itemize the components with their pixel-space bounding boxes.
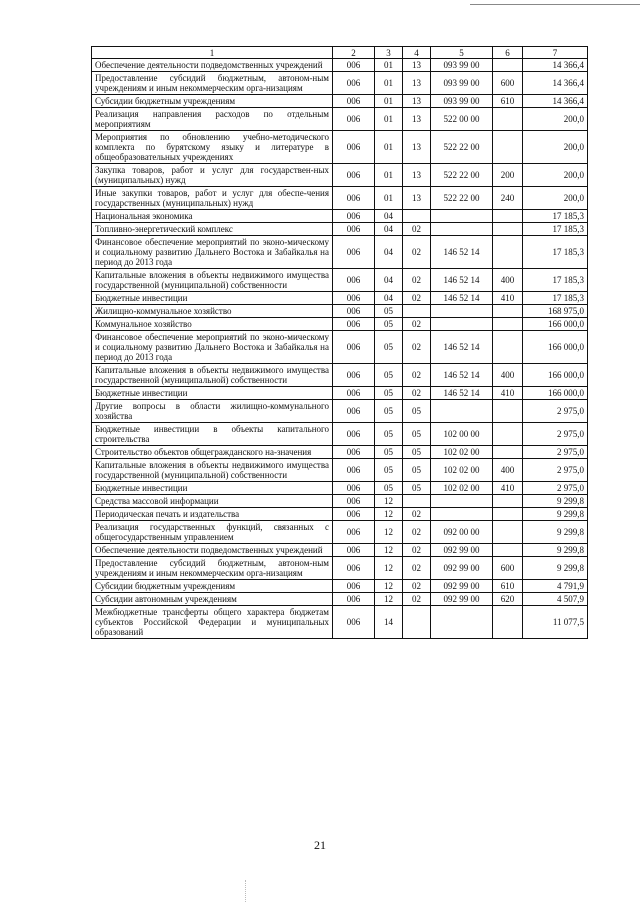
row-grbs-cell: 006 bbox=[333, 95, 375, 108]
row-amount-cell: 166 000,0 bbox=[523, 387, 588, 400]
row-expense-type-cell: 410 bbox=[493, 387, 523, 400]
row-amount-cell: 4 507,9 bbox=[523, 593, 588, 606]
row-expense-type-cell bbox=[493, 223, 523, 236]
row-target-article-cell bbox=[431, 318, 493, 331]
row-section-cell: 05 bbox=[375, 318, 403, 331]
row-target-article-cell: 146 52 14 bbox=[431, 236, 493, 269]
row-name-cell: Бюджетные инвестиции bbox=[92, 482, 333, 495]
row-amount-cell: 2 975,0 bbox=[523, 459, 588, 482]
row-name-cell: Иные закупки товаров, работ и услуг для обеспе-чения государственных (муниципальных) нужд bbox=[92, 187, 333, 210]
row-expense-type-cell bbox=[493, 236, 523, 269]
row-subsection-cell bbox=[403, 210, 431, 223]
row-grbs-cell: 006 bbox=[333, 557, 375, 580]
row-expense-type-cell: 610 bbox=[493, 580, 523, 593]
row-expense-type-cell bbox=[493, 108, 523, 131]
row-name-cell: Национальная экономика bbox=[92, 210, 333, 223]
row-expense-type-cell: 240 bbox=[493, 187, 523, 210]
row-section-cell: 05 bbox=[375, 387, 403, 400]
row-name-cell: Межбюджетные трансферты общего характера бюджетам субъектов Российской Федерации и муниципальных образований bbox=[92, 606, 333, 639]
row-section-cell: 04 bbox=[375, 223, 403, 236]
budget-table bbox=[91, 46, 588, 639]
row-amount-cell: 9 299,8 bbox=[523, 495, 588, 508]
row-amount-cell: 4 791,9 bbox=[523, 580, 588, 593]
row-target-article-cell: 093 99 00 bbox=[431, 72, 493, 95]
row-expense-type-cell bbox=[493, 508, 523, 521]
table-row bbox=[92, 423, 588, 446]
row-name-cell: Бюджетные инвестиции в объекты капитального строительства bbox=[92, 423, 333, 446]
row-section-cell: 12 bbox=[375, 580, 403, 593]
table-row bbox=[92, 521, 588, 544]
row-name-cell: Субсидии бюджетным учреждениям bbox=[92, 580, 333, 593]
row-section-cell: 05 bbox=[375, 305, 403, 318]
row-grbs-cell: 006 bbox=[333, 187, 375, 210]
row-section-cell: 14 bbox=[375, 606, 403, 639]
row-amount-cell: 2 975,0 bbox=[523, 482, 588, 495]
header-col-7: 7 bbox=[523, 47, 588, 59]
row-target-article-cell bbox=[431, 305, 493, 318]
row-amount-cell: 14 366,4 bbox=[523, 95, 588, 108]
header-col-2: 2 bbox=[333, 47, 375, 59]
row-grbs-cell: 006 bbox=[333, 108, 375, 131]
table-row bbox=[92, 131, 588, 164]
row-subsection-cell: 02 bbox=[403, 236, 431, 269]
table-row bbox=[92, 459, 588, 482]
row-target-article-cell: 092 99 00 bbox=[431, 580, 493, 593]
row-amount-cell: 2 975,0 bbox=[523, 423, 588, 446]
row-name-cell: Бюджетные инвестиции bbox=[92, 387, 333, 400]
row-name-cell: Предоставление субсидий бюджетным, автоном-ным учреждениям и иным некоммерческим орга-низациям bbox=[92, 72, 333, 95]
row-section-cell: 01 bbox=[375, 108, 403, 131]
row-section-cell: 04 bbox=[375, 292, 403, 305]
row-amount-cell: 9 299,8 bbox=[523, 557, 588, 580]
page-top-rule bbox=[470, 4, 640, 5]
row-expense-type-cell bbox=[493, 131, 523, 164]
row-subsection-cell: 05 bbox=[403, 482, 431, 495]
row-expense-type-cell: 200 bbox=[493, 164, 523, 187]
row-grbs-cell: 006 bbox=[333, 210, 375, 223]
row-target-article-cell bbox=[431, 223, 493, 236]
row-expense-type-cell bbox=[493, 318, 523, 331]
table-row bbox=[92, 72, 588, 95]
row-subsection-cell: 13 bbox=[403, 131, 431, 164]
row-grbs-cell: 006 bbox=[333, 59, 375, 72]
row-section-cell: 12 bbox=[375, 544, 403, 557]
row-subsection-cell: 02 bbox=[403, 331, 431, 364]
row-target-article-cell: 522 00 00 bbox=[431, 108, 493, 131]
row-name-cell: Обеспечение деятельности подведомственных учреждений bbox=[92, 59, 333, 72]
row-name-cell: Другие вопросы в области жилищно-коммунального хозяйства bbox=[92, 400, 333, 423]
row-subsection-cell: 13 bbox=[403, 108, 431, 131]
row-grbs-cell: 006 bbox=[333, 269, 375, 292]
row-target-article-cell: 092 00 00 bbox=[431, 521, 493, 544]
row-grbs-cell: 006 bbox=[333, 364, 375, 387]
header-col-3: 3 bbox=[375, 47, 403, 59]
row-amount-cell: 17 185,3 bbox=[523, 269, 588, 292]
row-expense-type-cell: 400 bbox=[493, 364, 523, 387]
row-name-cell: Реализация направления расходов по отдельным мероприятиям bbox=[92, 108, 333, 131]
row-target-article-cell bbox=[431, 495, 493, 508]
table-row bbox=[92, 331, 588, 364]
row-target-article-cell: 522 22 00 bbox=[431, 164, 493, 187]
row-subsection-cell: 02 bbox=[403, 269, 431, 292]
row-section-cell: 05 bbox=[375, 482, 403, 495]
row-target-article-cell: 146 52 14 bbox=[431, 387, 493, 400]
row-grbs-cell: 006 bbox=[333, 131, 375, 164]
row-amount-cell: 11 077,5 bbox=[523, 606, 588, 639]
row-grbs-cell: 006 bbox=[333, 331, 375, 364]
table-row bbox=[92, 187, 588, 210]
table-row bbox=[92, 606, 588, 639]
row-section-cell: 01 bbox=[375, 164, 403, 187]
row-expense-type-cell: 600 bbox=[493, 72, 523, 95]
row-subsection-cell bbox=[403, 606, 431, 639]
row-amount-cell: 17 185,3 bbox=[523, 236, 588, 269]
row-grbs-cell: 006 bbox=[333, 521, 375, 544]
row-subsection-cell: 05 bbox=[403, 446, 431, 459]
row-name-cell: Периодическая печать и издательства bbox=[92, 508, 333, 521]
row-target-article-cell bbox=[431, 508, 493, 521]
header-col-4: 4 bbox=[403, 47, 431, 59]
row-section-cell: 12 bbox=[375, 557, 403, 580]
table-row bbox=[92, 236, 588, 269]
table-row bbox=[92, 508, 588, 521]
row-grbs-cell: 006 bbox=[333, 459, 375, 482]
row-subsection-cell: 02 bbox=[403, 223, 431, 236]
row-grbs-cell: 006 bbox=[333, 292, 375, 305]
row-grbs-cell: 006 bbox=[333, 236, 375, 269]
row-amount-cell: 17 185,3 bbox=[523, 210, 588, 223]
table-row bbox=[92, 210, 588, 223]
row-amount-cell: 200,0 bbox=[523, 164, 588, 187]
row-target-article-cell: 092 99 00 bbox=[431, 593, 493, 606]
row-section-cell: 05 bbox=[375, 446, 403, 459]
table-row bbox=[92, 580, 588, 593]
row-expense-type-cell bbox=[493, 331, 523, 364]
row-expense-type-cell bbox=[493, 400, 523, 423]
row-subsection-cell: 13 bbox=[403, 187, 431, 210]
table-row bbox=[92, 387, 588, 400]
row-subsection-cell: 02 bbox=[403, 521, 431, 544]
row-subsection-cell: 02 bbox=[403, 557, 431, 580]
row-grbs-cell: 006 bbox=[333, 580, 375, 593]
table-row bbox=[92, 223, 588, 236]
row-amount-cell: 168 975,0 bbox=[523, 305, 588, 318]
row-target-article-cell: 102 02 00 bbox=[431, 482, 493, 495]
row-grbs-cell: 006 bbox=[333, 482, 375, 495]
row-grbs-cell: 006 bbox=[333, 223, 375, 236]
row-section-cell: 01 bbox=[375, 187, 403, 210]
row-name-cell: Капитальные вложения в объекты недвижимого имущества государственной (муниципальной) собственности bbox=[92, 364, 333, 387]
table-row bbox=[92, 318, 588, 331]
row-section-cell: 04 bbox=[375, 269, 403, 292]
row-amount-cell: 2 975,0 bbox=[523, 400, 588, 423]
row-expense-type-cell bbox=[493, 606, 523, 639]
row-name-cell: Капитальные вложения в объекты недвижимого имущества государственной (муниципальной) собственности bbox=[92, 459, 333, 482]
row-subsection-cell: 02 bbox=[403, 593, 431, 606]
row-target-article-cell: 522 22 00 bbox=[431, 131, 493, 164]
row-amount-cell: 9 299,8 bbox=[523, 544, 588, 557]
row-target-article-cell: 102 02 00 bbox=[431, 459, 493, 482]
row-section-cell: 12 bbox=[375, 593, 403, 606]
row-target-article-cell bbox=[431, 400, 493, 423]
scan-artifact bbox=[245, 880, 246, 902]
row-expense-type-cell: 400 bbox=[493, 269, 523, 292]
row-subsection-cell bbox=[403, 305, 431, 318]
row-subsection-cell: 05 bbox=[403, 400, 431, 423]
row-amount-cell: 14 366,4 bbox=[523, 72, 588, 95]
row-target-article-cell: 146 52 14 bbox=[431, 269, 493, 292]
row-grbs-cell: 006 bbox=[333, 606, 375, 639]
row-grbs-cell: 006 bbox=[333, 593, 375, 606]
row-amount-cell: 166 000,0 bbox=[523, 318, 588, 331]
row-subsection-cell: 02 bbox=[403, 387, 431, 400]
row-subsection-cell: 05 bbox=[403, 423, 431, 446]
row-section-cell: 05 bbox=[375, 423, 403, 446]
row-grbs-cell: 006 bbox=[333, 495, 375, 508]
row-name-cell: Бюджетные инвестиции bbox=[92, 292, 333, 305]
row-name-cell: Закупка товаров, работ и услуг для государствен-ных (муниципальных) нужд bbox=[92, 164, 333, 187]
row-target-article-cell: 146 52 14 bbox=[431, 331, 493, 364]
row-grbs-cell: 006 bbox=[333, 164, 375, 187]
row-name-cell: Жилищно-коммунальное хозяйство bbox=[92, 305, 333, 318]
row-expense-type-cell bbox=[493, 305, 523, 318]
row-name-cell: Субсидии автономным учреждениям bbox=[92, 593, 333, 606]
row-subsection-cell: 02 bbox=[403, 364, 431, 387]
row-name-cell: Реализация государственных функций, связанных с общегосударственным управлением bbox=[92, 521, 333, 544]
row-name-cell: Обеспечение деятельности подведомственных учреждений bbox=[92, 544, 333, 557]
row-expense-type-cell bbox=[493, 59, 523, 72]
row-amount-cell: 17 185,3 bbox=[523, 292, 588, 305]
table-row bbox=[92, 482, 588, 495]
row-name-cell: Топливно-энергетический комплекс bbox=[92, 223, 333, 236]
table-row bbox=[92, 364, 588, 387]
table-header-row bbox=[92, 47, 588, 59]
table-row bbox=[92, 305, 588, 318]
row-target-article-cell: 093 99 00 bbox=[431, 95, 493, 108]
row-subsection-cell: 05 bbox=[403, 459, 431, 482]
row-section-cell: 12 bbox=[375, 495, 403, 508]
row-expense-type-cell: 410 bbox=[493, 482, 523, 495]
row-expense-type-cell bbox=[493, 423, 523, 446]
row-section-cell: 05 bbox=[375, 400, 403, 423]
table-row bbox=[92, 593, 588, 606]
row-amount-cell: 9 299,8 bbox=[523, 521, 588, 544]
row-amount-cell: 200,0 bbox=[523, 187, 588, 210]
row-target-article-cell: 092 99 00 bbox=[431, 544, 493, 557]
table-row bbox=[92, 400, 588, 423]
row-target-article-cell: 102 02 00 bbox=[431, 446, 493, 459]
row-amount-cell: 9 299,8 bbox=[523, 508, 588, 521]
row-amount-cell: 2 975,0 bbox=[523, 446, 588, 459]
row-subsection-cell: 02 bbox=[403, 318, 431, 331]
table-row bbox=[92, 292, 588, 305]
table-row bbox=[92, 557, 588, 580]
header-col-1: 1 bbox=[92, 47, 333, 59]
row-section-cell: 05 bbox=[375, 459, 403, 482]
row-expense-type-cell: 620 bbox=[493, 593, 523, 606]
row-grbs-cell: 006 bbox=[333, 544, 375, 557]
table-row bbox=[92, 95, 588, 108]
row-target-article-cell: 522 22 00 bbox=[431, 187, 493, 210]
header-col-5: 5 bbox=[431, 47, 493, 59]
row-section-cell: 01 bbox=[375, 131, 403, 164]
row-target-article-cell bbox=[431, 606, 493, 639]
row-subsection-cell: 02 bbox=[403, 292, 431, 305]
row-expense-type-cell: 610 bbox=[493, 95, 523, 108]
row-section-cell: 12 bbox=[375, 508, 403, 521]
row-expense-type-cell bbox=[493, 521, 523, 544]
row-amount-cell: 17 185,3 bbox=[523, 223, 588, 236]
table-row bbox=[92, 446, 588, 459]
header-col-6: 6 bbox=[493, 47, 523, 59]
row-expense-type-cell: 410 bbox=[493, 292, 523, 305]
row-expense-type-cell: 400 bbox=[493, 459, 523, 482]
row-amount-cell: 14 366,4 bbox=[523, 59, 588, 72]
row-expense-type-cell bbox=[493, 544, 523, 557]
row-expense-type-cell bbox=[493, 495, 523, 508]
row-grbs-cell: 006 bbox=[333, 423, 375, 446]
row-section-cell: 05 bbox=[375, 364, 403, 387]
row-grbs-cell: 006 bbox=[333, 72, 375, 95]
row-name-cell: Строительство объектов общегражданского на-значения bbox=[92, 446, 333, 459]
row-section-cell: 04 bbox=[375, 236, 403, 269]
row-expense-type-cell: 600 bbox=[493, 557, 523, 580]
row-expense-type-cell bbox=[493, 210, 523, 223]
row-subsection-cell: 02 bbox=[403, 580, 431, 593]
row-amount-cell: 200,0 bbox=[523, 108, 588, 131]
row-target-article-cell: 093 99 00 bbox=[431, 59, 493, 72]
row-subsection-cell bbox=[403, 495, 431, 508]
row-grbs-cell: 006 bbox=[333, 305, 375, 318]
row-subsection-cell: 13 bbox=[403, 164, 431, 187]
row-subsection-cell: 13 bbox=[403, 95, 431, 108]
row-name-cell: Коммунальное хозяйство bbox=[92, 318, 333, 331]
row-target-article-cell: 146 52 14 bbox=[431, 364, 493, 387]
row-target-article-cell: 102 00 00 bbox=[431, 423, 493, 446]
row-name-cell: Мероприятия по обновлению учебно-методического комплекта по бурятскому языку и литературе в общеобразовательных учреждениях bbox=[92, 131, 333, 164]
row-grbs-cell: 006 bbox=[333, 508, 375, 521]
table-row bbox=[92, 544, 588, 557]
row-name-cell: Средства массовой информации bbox=[92, 495, 333, 508]
row-section-cell: 04 bbox=[375, 210, 403, 223]
row-expense-type-cell bbox=[493, 446, 523, 459]
table-row bbox=[92, 108, 588, 131]
row-subsection-cell: 13 bbox=[403, 72, 431, 95]
row-target-article-cell: 146 52 14 bbox=[431, 292, 493, 305]
row-section-cell: 01 bbox=[375, 72, 403, 95]
row-grbs-cell: 006 bbox=[333, 387, 375, 400]
page-number: 21 bbox=[314, 838, 326, 852]
table-row bbox=[92, 164, 588, 187]
row-name-cell: Капитальные вложения в объекты недвижимого имущества государственной (муниципальной) собственности bbox=[92, 269, 333, 292]
row-grbs-cell: 006 bbox=[333, 400, 375, 423]
row-amount-cell: 166 000,0 bbox=[523, 364, 588, 387]
row-section-cell: 05 bbox=[375, 331, 403, 364]
row-section-cell: 12 bbox=[375, 521, 403, 544]
row-grbs-cell: 006 bbox=[333, 446, 375, 459]
row-section-cell: 01 bbox=[375, 59, 403, 72]
table-row bbox=[92, 495, 588, 508]
table-row bbox=[92, 59, 588, 72]
row-name-cell: Финансовое обеспечение мероприятий по эконо-мическому и социальному развитию Дальнего Востока и Забайкалья на период до 2013 года bbox=[92, 236, 333, 269]
row-grbs-cell: 006 bbox=[333, 318, 375, 331]
row-name-cell: Финансовое обеспечение мероприятий по эконо-мическому и социальному развитию Дальнего Востока и Забайкалья на период до 2013 года bbox=[92, 331, 333, 364]
row-section-cell: 01 bbox=[375, 95, 403, 108]
row-subsection-cell: 02 bbox=[403, 508, 431, 521]
row-name-cell: Предоставление субсидий бюджетным, автоном-ным учреждениям и иным некоммерческим орга-низациям bbox=[92, 557, 333, 580]
row-name-cell: Субсидии бюджетным учреждениям bbox=[92, 95, 333, 108]
row-subsection-cell: 13 bbox=[403, 59, 431, 72]
row-amount-cell: 200,0 bbox=[523, 131, 588, 164]
row-amount-cell: 166 000,0 bbox=[523, 331, 588, 364]
row-target-article-cell: 092 99 00 bbox=[431, 557, 493, 580]
row-subsection-cell: 02 bbox=[403, 544, 431, 557]
row-target-article-cell bbox=[431, 210, 493, 223]
table-row bbox=[92, 269, 588, 292]
